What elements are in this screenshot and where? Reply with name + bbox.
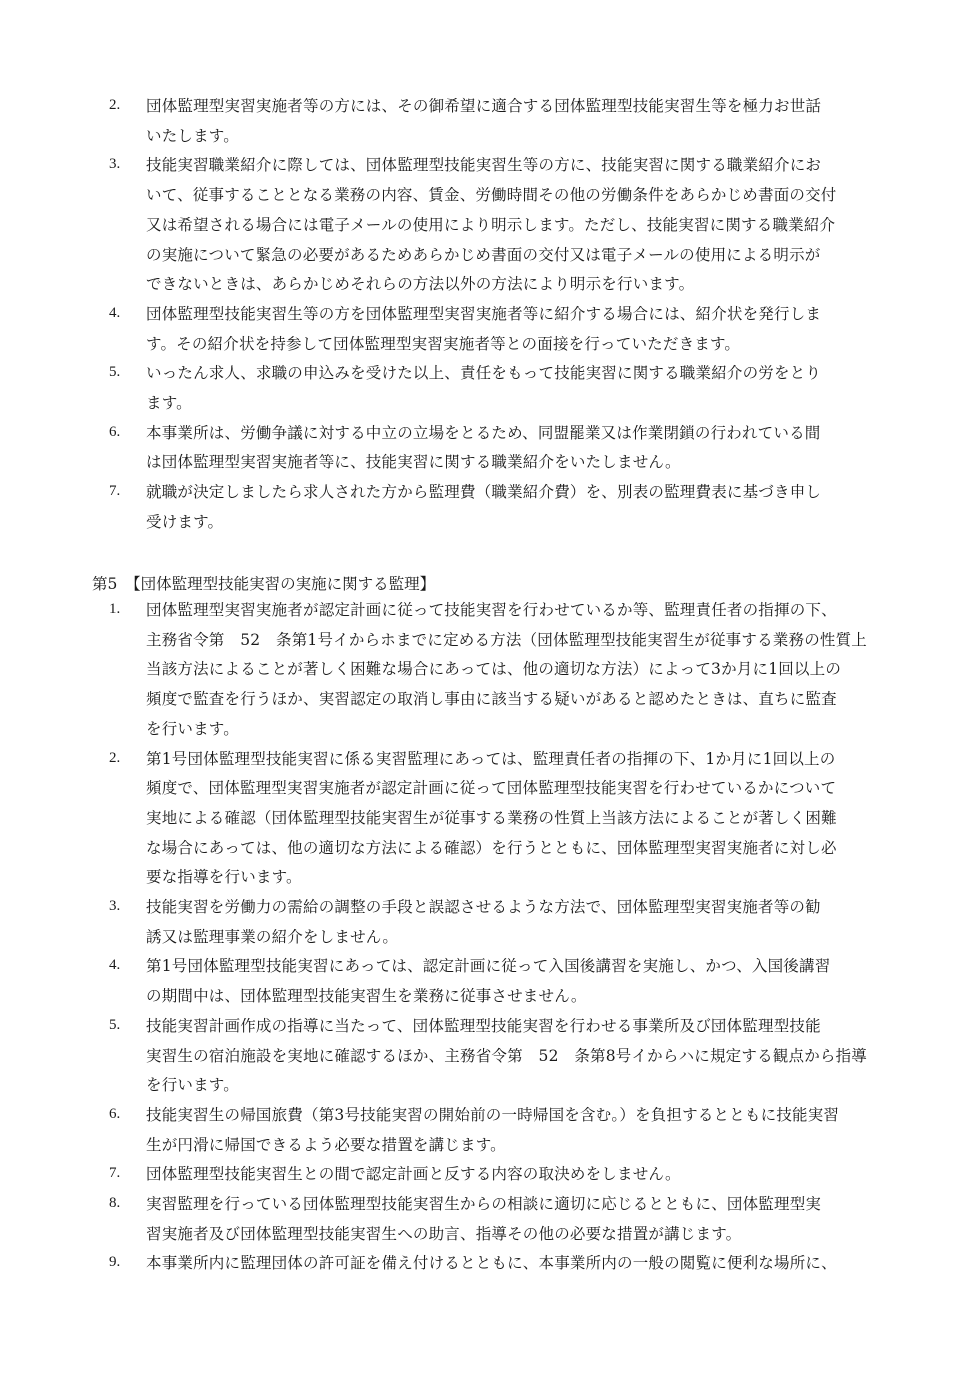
list-item-line: の期間中は、団体監理型技能実習生を業務に従事させません。 [146,987,587,1006]
list-item-number: 2. [109,749,121,766]
list-item-number: 5. [109,364,121,381]
list-item-line: 実習生の宿泊施設を実地に確認するほか、主務省令第 52 条第8号イからハに規定する観点から指導 [146,1046,867,1065]
list-item-line: 技能実習を労働力の需給の調整の手段と誤認させるような方法で、団体監理型実習実施者等の勧 [146,898,821,916]
list-item-line: 実地による確認（団体監理型技能実習生が従事する業務の性質上当該方法によることが著しく困難 [146,808,837,827]
list-item-line: 就職が決定しましたら求人された方から監理費（職業紹介費）を、別表の監理費表に基づき申し [146,483,822,502]
list-item-line: 団体監理型技能実習生との間で認定計画と反する内容の取決めをしません。 [146,1165,681,1184]
list-item-line: 技能実習職業紹介に際しては、団体監理型技能実習生等の方に、技能実習に関する職業紹介にお [146,156,822,175]
list-item-line: 頻度で監査を行うほか、実習認定の取消し事由に該当する疑いがあると認めたときは、直ちに監査 [146,690,837,709]
list-item-line: 実習監理を行っている団体監理型技能実習生からの相談に適切に応じるとともに、団体監理型実 [146,1195,822,1213]
list-item-number: 3. [109,156,121,173]
list-item-number: 4. [109,304,121,321]
list-item-line: す。その紹介状を持参して団体監理型実習実施者等との面接を行っていただきます。 [146,334,741,353]
list-item-line: 第1号団体監理型技能実習にあっては、認定計画に従って入国後講習を実施し、かつ、入国後講習 [146,957,831,976]
list-item-number: 9. [109,1254,121,1271]
list-item-line: 受けます。 [146,512,224,531]
list-item-line: 又は希望される場合には電子メールの使用により明示します。ただし、技能実習に関する職業紹介 [146,215,836,234]
list-item-number: 1. [109,601,121,617]
list-item-line: 団体監理型技能実習生等の方を団体監理型実習実施者等に紹介する場合には、紹介状を発行しま [146,304,822,323]
list-item-line: 団体監理型実習実施者が認定計画に従って技能実習を行わせているか等、監理責任者の指揮の下、 [146,601,837,619]
list-item-line: できないときは、あらかじめそれらの方法以外の方法により明示を行います。 [146,275,695,294]
list-item-line: を行います。 [146,719,239,738]
list-item-line: 習実施者及び団体監理型技能実習生への助言、指導その他の必要な措置が講じます。 [146,1224,742,1243]
list-item-number: 6. [109,423,121,440]
list-item-number: 7. [109,483,121,500]
list-item-line: 本事業所は、労働争議に対する中立の立場をとるため、同盟罷業又は作業閉鎖の行われている間 [146,423,821,442]
list-item-line: な場合にあっては、他の適切な方法による確認）を行うとともに、団体監理型実習実施者に対し必 [146,838,837,857]
list-item-line: いったん求人、求職の申込みを受けた以上、責任をもって技能実習に関する職業紹介の労をとり [146,364,822,383]
list-item-line: を行います。 [146,1076,239,1095]
list-item-line: ます。 [146,394,192,412]
list-item-line: 生が円滑に帰国できるよう必要な措置を講じます。 [146,1135,506,1154]
list-item-number: 5. [109,1016,121,1033]
list-item-line: いて、従事することとなる業務の内容、賃金、労働時間その他の労働条件をあらかじめ書面の交付 [146,186,837,205]
list-item-line: 当該方法によることが著しく困難な場合にあっては、他の適切な方法）によって3か月に1回以上の [146,660,842,679]
list-item-line: 頻度で、団体監理型実習実施者が認定計画に従って団体監理型技能実習を行わせているかについて [146,779,837,798]
list-item-number: 7. [109,1165,121,1182]
list-item-line: いたします。 [146,126,239,145]
list-item-number: 3. [109,898,121,914]
section-5-heading: 第5 【団体監理型技能実習の実施に関する監理】 [92,575,436,593]
list-item-line: の実施について緊急の必要があるためあらかじめ書面の交付又は電子メールの使用による明示が [146,245,821,264]
list-item-number: 2. [109,97,121,113]
list-item-line: 誘又は監理事業の紹介をしません。 [146,927,399,946]
list-item-line: 第1号団体監理型技能実習に係る実習監理にあっては、監理責任者の指揮の下、1か月に1回以上の [146,749,836,768]
list-item-number: 8. [109,1195,121,1211]
list-item-number: 4. [109,957,121,974]
list-item-line: 技能実習計画作成の指導に当たって、団体監理型技能実習を行わせる事業所及び団体監理型技能 [146,1016,821,1035]
list-item-line: 団体監理型実習実施者等の方には、その御希望に適合する団体監理型技能実習生等を極力お世話 [146,97,822,115]
list-item-line: 本事業所内に監理団体の許可証を備え付けるとともに、本事業所内の一般の閲覧に便利な場所に、 [146,1254,837,1273]
list-item-line: は団体監理型実習実施者等に、技能実習に関する職業紹介をいたしません。 [146,453,681,472]
list-item-line: 要な指導を行います。 [146,868,302,887]
list-item-number: 6. [109,1105,121,1122]
list-item-line: 主務省令第 52 条第1号イからホまでに定める方法（団体監理型技能実習生が従事する業務の性質上 [146,630,867,649]
list-item-line: 技能実習生の帰国旅費（第3号技能実習の開始前の一時帰国を含む。）を負担するとともに技能実習 [146,1105,840,1124]
